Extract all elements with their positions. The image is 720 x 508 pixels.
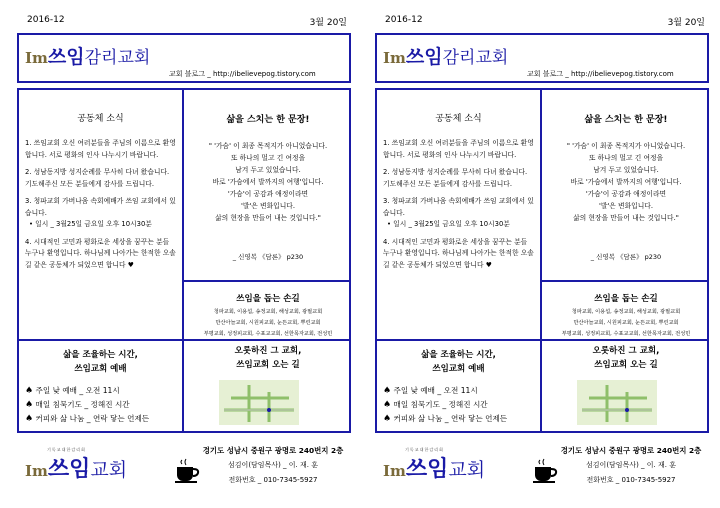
hands-title: 쓰임을 돕는 손길 <box>236 294 300 304</box>
worship-title <box>377 348 540 376</box>
logo-im: Im <box>25 49 48 67</box>
map-title <box>545 344 707 372</box>
hands-list <box>187 307 349 340</box>
day: 3월 20일 <box>667 18 705 28</box>
worship-title-line: 삶을 조율하는 시간, <box>421 350 496 360</box>
logo-ssem: 쓰임 <box>405 46 443 68</box>
map-image <box>219 380 299 425</box>
quote-title: 삶을 스치는 한 문장! <box>226 115 310 125</box>
quote-text <box>187 140 349 224</box>
news-item: 1. 쓰임교회 오신 여러분들을 주님의 이름으로 환영합니다. 서로 평화의 인사 나누시기 바랍니다. <box>25 139 176 159</box>
quote-line: 바로 '가슴에서 발까지의 여행'입니다. <box>212 178 324 186</box>
worship-title-line: 쓰임교회 예배 <box>74 364 127 374</box>
logo-rest: 교회 <box>448 459 486 481</box>
worship-list <box>25 384 185 426</box>
logo-im: Im <box>383 49 406 67</box>
top-line <box>17 15 355 29</box>
news-title: 공동체 소식 <box>77 114 124 124</box>
logo-ssem: 쓰임 <box>47 46 85 68</box>
spade-icon: ♠ <box>383 386 392 396</box>
hands-line: 만산아늘교회, 시원피교회, 눈뜬교회, 뿌린교회 <box>573 320 679 326</box>
date: 2016-12 <box>27 15 65 25</box>
worship-item: ♠ 커피와 삶 나눔 _ 연락 닿는 언제든 <box>25 414 150 424</box>
map-title-line: 쓰임교회 오는 길 <box>236 360 300 370</box>
logo-rest: 교회 <box>90 459 128 481</box>
logo-denomination: 기독교대한감리회 <box>405 447 444 452</box>
church-logo <box>383 42 508 69</box>
news-item: 4. 시대적인 고민과 평화로운 세상을 꿈꾸는 분들 누구나 환영입니다. 하나님께 나아가는 한적한 오솔길 같은 공동체가 되었으면 합니다 ♥ <box>383 237 534 269</box>
map-title <box>187 344 349 372</box>
quote-source: _ 신영복 《담론》 p230 <box>590 253 662 261</box>
phone: 전화번호 _ 010-7345-5927 <box>586 476 676 484</box>
header-box <box>17 33 351 83</box>
hands-title: 쓰임을 돕는 손길 <box>594 294 658 304</box>
quote-line: 삶의 현장을 만들어 내는 것입니다." <box>573 214 679 222</box>
spade-icon: ♠ <box>25 386 34 396</box>
quote-line: 삶의 현장을 만들어 내는 것입니다." <box>215 214 321 222</box>
news-item: 2. 성남동지방 성지순례를 무사히 다녀 왔습니다. 기도해주신 모든 분들에게 감사를 드립니다. <box>25 168 170 188</box>
top-line <box>375 15 713 29</box>
quote-line: 남겨 두고 있었습니다. <box>593 166 659 174</box>
address: 경기도 성남시 중원구 광명로 240번지 2층 <box>560 446 702 455</box>
news-list <box>25 138 177 277</box>
quote-text <box>545 140 707 224</box>
hands-line: 만산아늘교회, 시원피교회, 눈뜬교회, 뿌린교회 <box>215 320 321 326</box>
hands-line: 청파교회, 이용섭, 송정교회, 해성교회, 광필교회 <box>213 309 323 315</box>
footer-logo <box>25 447 128 483</box>
quote-line: " '가슴' 이 최종 목적지가 아니었습니다. <box>208 142 328 150</box>
news-item: 2. 성남동지방 성지순례를 무사히 다녀 왔습니다. 기도해주신 모든 분들에게 감사를 드립니다. <box>383 168 528 188</box>
spade-icon: ♠ <box>383 400 392 410</box>
spade-icon: ♠ <box>25 400 34 410</box>
logo-denomination: 기독교대한감리회 <box>47 447 86 452</box>
content-grid <box>17 88 351 433</box>
worship-title-line: 삶을 조율하는 시간, <box>63 350 138 360</box>
worship-title <box>19 348 182 376</box>
hands-line: 청파교회, 이용섭, 송정교회, 해성교회, 광필교회 <box>571 309 681 315</box>
logo-ssem: 쓰임 <box>405 457 449 482</box>
logo-rest: 감리교회 <box>442 48 509 68</box>
quote-line: '가슴'이 공감과 애정이라면 <box>227 190 309 198</box>
blog-link[interactable]: 교회 블로그 _ http://ibelievepog.tistory.com <box>527 70 674 78</box>
quote-line: 남겨 두고 있었습니다. <box>235 166 301 174</box>
news-item: 3. 청파교회 가버나움 속회예배가 쓰임 교회에서 있습니다. <box>25 197 176 217</box>
quote-line: 또 하나의 멀고 긴 여정을 <box>230 154 306 162</box>
worship-item: ♠ 주일 낮 예배 _ 오전 11시 <box>25 386 120 396</box>
header-box <box>375 33 709 83</box>
spade-icon: ♠ <box>25 414 34 424</box>
bulletin-page-left <box>17 0 355 508</box>
map-title-line: 쓰임교회 오는 길 <box>594 360 658 370</box>
logo-im: Im <box>25 462 48 480</box>
worship-list <box>383 384 543 426</box>
worship-item: ♠ 매일 침묵기도 _ 정해진 시간 <box>25 400 130 410</box>
quote-line: '가슴'이 공감과 애정이라면 <box>585 190 667 198</box>
logo-rest: 감리교회 <box>84 48 151 68</box>
logo-im: Im <box>383 462 406 480</box>
phone: 전화번호 _ 010-7345-5927 <box>228 476 318 484</box>
map-title-line: 오롯하진 그 교회, <box>234 346 302 356</box>
quote-line: " '가슴' 이 최종 목적지가 아니었습니다. <box>566 142 686 150</box>
worship-item: ♠ 커피와 삶 나눔 _ 연락 닿는 언제든 <box>383 414 508 424</box>
spade-icon: ♠ <box>383 414 392 424</box>
footer-logo <box>383 447 486 483</box>
hands-list <box>545 307 707 340</box>
map-title-line: 오롯하진 그 교회, <box>592 346 660 356</box>
worship-item: ♠ 주일 낮 예배 _ 오전 11시 <box>383 386 478 396</box>
church-logo <box>25 42 150 69</box>
pastor: 섬김이(담임목사) _ 이. 재. 훈 <box>228 461 318 469</box>
quote-line: '발'은 변화입니다. <box>598 202 654 210</box>
news-item: • 일시 _ 3월25일 금요일 오후 10시30분 <box>387 220 510 228</box>
news-title: 공동체 소식 <box>435 114 482 124</box>
quote-line: 또 하나의 멀고 긴 여정을 <box>588 154 664 162</box>
news-list <box>383 138 535 277</box>
contact-block <box>193 443 353 488</box>
quote-title: 삶을 스치는 한 문장! <box>584 115 668 125</box>
bulletin-page-right <box>375 0 713 508</box>
hands-line: 부평교회, 성정피교회, 수표교교회, 선한목자교회, 전성민 <box>561 331 691 337</box>
content-grid <box>375 88 709 433</box>
address: 경기도 성남시 중원구 광명로 240번지 2층 <box>202 446 344 455</box>
date: 2016-12 <box>385 15 423 25</box>
hands-line: 부평교회, 성정피교회, 수표교교회, 선한목자교회, 전성민 <box>203 331 333 337</box>
news-item: 3. 청파교회 가버나움 속회예배가 쓰임 교회에서 있습니다. <box>383 197 534 217</box>
quote-line: 바로 '가슴에서 발까지의 여행'입니다. <box>570 178 682 186</box>
day: 3월 20일 <box>309 18 347 28</box>
quote-source: _ 신영복 《담론》 p230 <box>232 253 304 261</box>
worship-item: ♠ 매일 침묵기도 _ 정해진 시간 <box>383 400 488 410</box>
worship-title-line: 쓰임교회 예배 <box>432 364 485 374</box>
pastor: 섬김이(담임목사) _ 이. 재. 훈 <box>586 461 676 469</box>
news-item: 1. 쓰임교회 오신 여러분들을 주님의 이름으로 환영합니다. 서로 평화의 인사 나누시기 바랍니다. <box>383 139 534 159</box>
contact-block <box>551 443 711 488</box>
news-item: • 일시 _ 3월25일 금요일 오후 10시30분 <box>29 220 152 228</box>
blog-link[interactable]: 교회 블로그 _ http://ibelievepog.tistory.com <box>169 70 316 78</box>
quote-line: '발'은 변화입니다. <box>240 202 296 210</box>
logo-ssem: 쓰임 <box>47 457 91 482</box>
map-image <box>577 380 657 425</box>
news-item: 4. 시대적인 고민과 평화로운 세상을 꿈꾸는 분들 누구나 환영입니다. 하나님께 나아가는 한적한 오솔길 같은 공동체가 되었으면 합니다 ♥ <box>25 237 176 269</box>
